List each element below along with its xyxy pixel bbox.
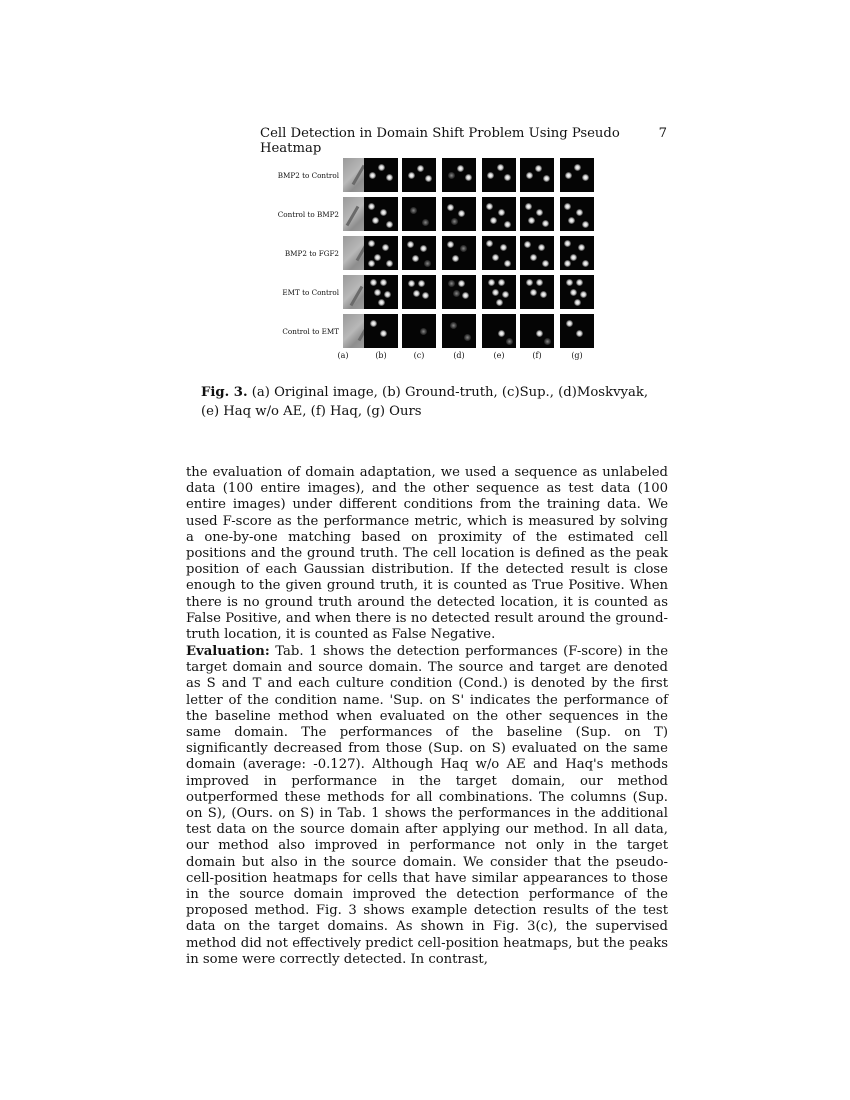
column-label: (c) bbox=[413, 351, 425, 360]
heatmap-tile bbox=[364, 314, 398, 348]
heatmap-tile bbox=[520, 236, 554, 270]
heatmap-tile bbox=[442, 197, 476, 231]
heatmap-tile bbox=[364, 158, 398, 192]
body-paragraph: the evaluation of domain adaptation, we used a sequence as unlabeled data (100 entire images), and the other sequence as test data (100 entire images) under different conditions from the training data. We used F-score as the performance metric, which is measured by solving a one-by-one matching based on proximity of the estimated cell positions and the ground truth. The cell location is defined as the peak position of each Gaussian distribution. If the detected result is close enough to the given ground truth, it is counted as True Positive. When there is no ground truth around the detected location, it is counted as False Positive, and when there is no detected result around the ground-truth location, it is counted as False Negative. bbox=[186, 465, 668, 643]
heatmap-tile bbox=[402, 158, 436, 192]
figure-row bbox=[265, 236, 600, 272]
caption-text: (a) Original image, (b) Ground-truth, (c)Sup., (d)Moskvyak, (e) Haq w/o AE, (f) Haq, (g) Ours bbox=[201, 385, 649, 419]
heatmap-tile bbox=[482, 197, 516, 231]
heatmap-tile bbox=[402, 314, 436, 348]
heatmap-tile bbox=[482, 236, 516, 270]
heatmap-tile bbox=[560, 158, 594, 192]
heatmap-tile bbox=[442, 236, 476, 270]
running-head-title: Cell Detection in Domain Shift Problem Using Pseudo Heatmap bbox=[260, 126, 620, 156]
heatmap-tile bbox=[364, 275, 398, 309]
row-label: BMP2 to FGF2 bbox=[284, 249, 339, 258]
page-number: 7 bbox=[658, 126, 667, 141]
body-paragraph bbox=[186, 644, 668, 968]
paragraph-text: Tab. 1 shows the detection performances (F-score) in the target domain and source domain. The source and target are denoted as S and T and each culture condition (Cond.) is denoted by the first letter of the condition name. 'Sup. on S' indicates the performance of the baseline method when evaluated on the other sequences in the same domain. The performances of the baseline (Sup. on T) significantly decreased from those (Sup. on S) evaluated on the same domain (average: -0.127). Although Haq w/o AE and Haq's methods improved in performance in the target domain, our method outperformed these methods for all combinations. The columns (Sup. on S), (Ours. on S) in Tab. 1 shows the performances in the additional test data on the source domain after applying our method. In all data, our method also improved in performance not only in the target domain but also in the source domain. We consider that the pseudo-cell-position heatmaps for cells that have similar appearances to those in the source domain improved the detection performance of the proposed method. Fig. 3 shows example detection results of the test data on the target domains. As shown in Fig. 3(c), the supervised method did not effectively predict cell-position heatmaps, but the peaks in some were correctly detected. In contrast, bbox=[186, 644, 668, 967]
row-label: BMP2 to Control bbox=[277, 171, 339, 180]
heatmap-tile bbox=[402, 236, 436, 270]
column-label: (d) bbox=[453, 351, 465, 360]
column-label: (f) bbox=[532, 351, 542, 360]
figure-row bbox=[265, 275, 600, 311]
heatmap-tile bbox=[482, 158, 516, 192]
heatmap-tile bbox=[442, 314, 476, 348]
heatmap-tile bbox=[520, 158, 554, 192]
heatmap-tile bbox=[364, 197, 398, 231]
paragraph-heading: Evaluation: bbox=[186, 644, 270, 659]
row-label: Control to BMP2 bbox=[277, 210, 339, 219]
figure-3 bbox=[265, 158, 600, 363]
heatmap-tile bbox=[442, 158, 476, 192]
column-labels bbox=[265, 351, 600, 363]
figure-row bbox=[265, 314, 600, 350]
heatmap-tile bbox=[520, 275, 554, 309]
heatmap-tile bbox=[560, 314, 594, 348]
column-label: (a) bbox=[337, 351, 349, 360]
heatmap-tile bbox=[442, 275, 476, 309]
heatmap-tile bbox=[482, 314, 516, 348]
heatmap-tile bbox=[520, 314, 554, 348]
figure-caption bbox=[201, 383, 669, 421]
column-label: (g) bbox=[571, 351, 583, 360]
heatmap-tile bbox=[560, 275, 594, 309]
heatmap-tile bbox=[402, 275, 436, 309]
row-label: Control to EMT bbox=[282, 327, 339, 336]
figure-row bbox=[265, 158, 600, 194]
heatmap-tile bbox=[560, 197, 594, 231]
row-label: EMT to Control bbox=[282, 288, 339, 297]
heatmap-tile bbox=[560, 236, 594, 270]
heatmap-tile bbox=[482, 275, 516, 309]
caption-label: Fig. 3. bbox=[201, 385, 248, 400]
heatmap-tile bbox=[402, 197, 436, 231]
column-label: (b) bbox=[375, 351, 387, 360]
heatmap-tile bbox=[520, 197, 554, 231]
column-label: (e) bbox=[493, 351, 505, 360]
heatmap-tile bbox=[364, 236, 398, 270]
figure-row bbox=[265, 197, 600, 233]
